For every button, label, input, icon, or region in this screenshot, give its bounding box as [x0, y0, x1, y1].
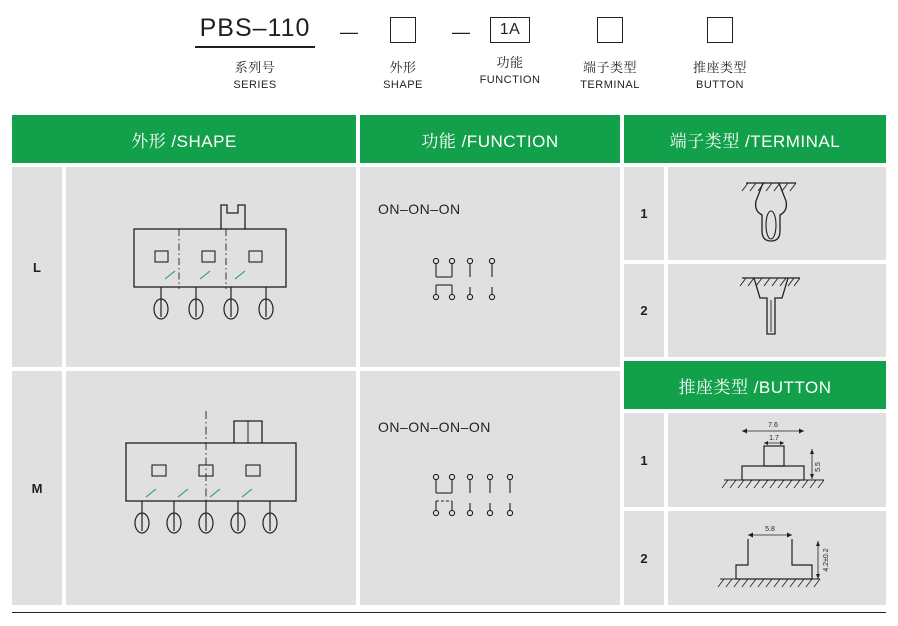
- coding-button: [680, 17, 760, 91]
- function-label-1: ON–ON–ON: [378, 201, 461, 217]
- terminal-drawing-1: [668, 167, 886, 260]
- shape-drawing-L: [66, 167, 356, 367]
- button-dim-4-2: 4.2±0.2: [823, 548, 830, 572]
- shape-cell-M: [66, 371, 356, 605]
- terminal-cell-2: [668, 264, 886, 357]
- function-schematic-1: [360, 167, 620, 367]
- shape-drawing-M: [66, 371, 356, 605]
- coding-terminal-box: [597, 17, 623, 43]
- bottom-divider: [12, 612, 886, 613]
- coding-terminal-label-cn: 端子类型: [582, 60, 637, 75]
- coding-shape-label-en: SHAPE: [383, 79, 423, 91]
- coding-function-label-en: FUNCTION: [479, 74, 541, 86]
- terminal-cell-1: [668, 167, 886, 260]
- coding-series: [175, 14, 335, 91]
- coding-series-label-en: SERIES: [233, 79, 277, 91]
- function-cell-1: [360, 167, 620, 367]
- button-dim-5-5: 5.5: [815, 462, 822, 472]
- terminal-drawing-2: [668, 264, 886, 357]
- terminal-row-code-1: 1: [624, 167, 664, 260]
- button-cell-1: [668, 413, 886, 507]
- function-cell-2: [360, 371, 620, 605]
- coding-shape-label-cn: 外形: [389, 60, 417, 75]
- shape-row-code-L: L: [12, 167, 62, 367]
- header-terminal: 端子类型 /TERMINAL: [624, 115, 886, 163]
- header-button: 推座类型 /BUTTON: [624, 361, 886, 409]
- button-dim-5-8: 5.8: [765, 526, 775, 533]
- button-drawing-1: [668, 413, 886, 507]
- coding-function-label-cn: 功能: [496, 55, 524, 70]
- coding-button-box: [707, 17, 733, 43]
- button-dim-1-7: 1.7: [769, 435, 779, 442]
- button-drawing-2: [668, 511, 886, 605]
- button-cell-2: [668, 511, 886, 605]
- coding-terminal: [570, 17, 650, 91]
- header-function: 功能 /FUNCTION: [360, 115, 620, 163]
- coding-function-value: 1A: [490, 17, 530, 43]
- coding-shape: [370, 17, 436, 91]
- button-dim-7-6: 7.6: [768, 422, 778, 429]
- coding-dash-1: —: [340, 22, 358, 42]
- shape-cell-L: [66, 167, 356, 367]
- coding-series-label-cn: 系列号: [234, 60, 276, 75]
- function-label-2: ON–ON–ON–ON: [378, 419, 491, 435]
- coding-button-label-en: BUTTON: [695, 79, 745, 91]
- coding-shape-box: [390, 17, 416, 43]
- button-row-code-1: 1: [624, 413, 664, 507]
- terminal-row-code-2: 2: [624, 264, 664, 357]
- selection-table: [12, 115, 886, 605]
- shape-row-code-M: M: [12, 371, 62, 605]
- header-shape: 外形 /SHAPE: [12, 115, 356, 163]
- coding-series-value: PBS–110: [195, 14, 315, 48]
- button-row-code-2: 2: [624, 511, 664, 605]
- coding-function: [477, 17, 543, 86]
- coding-button-label-cn: 推座类型: [692, 60, 747, 75]
- coding-dash-2: —: [452, 22, 470, 42]
- function-schematic-2: [360, 371, 620, 605]
- coding-terminal-label-en: TERMINAL: [580, 79, 640, 91]
- part-number-coding: [0, 0, 898, 112]
